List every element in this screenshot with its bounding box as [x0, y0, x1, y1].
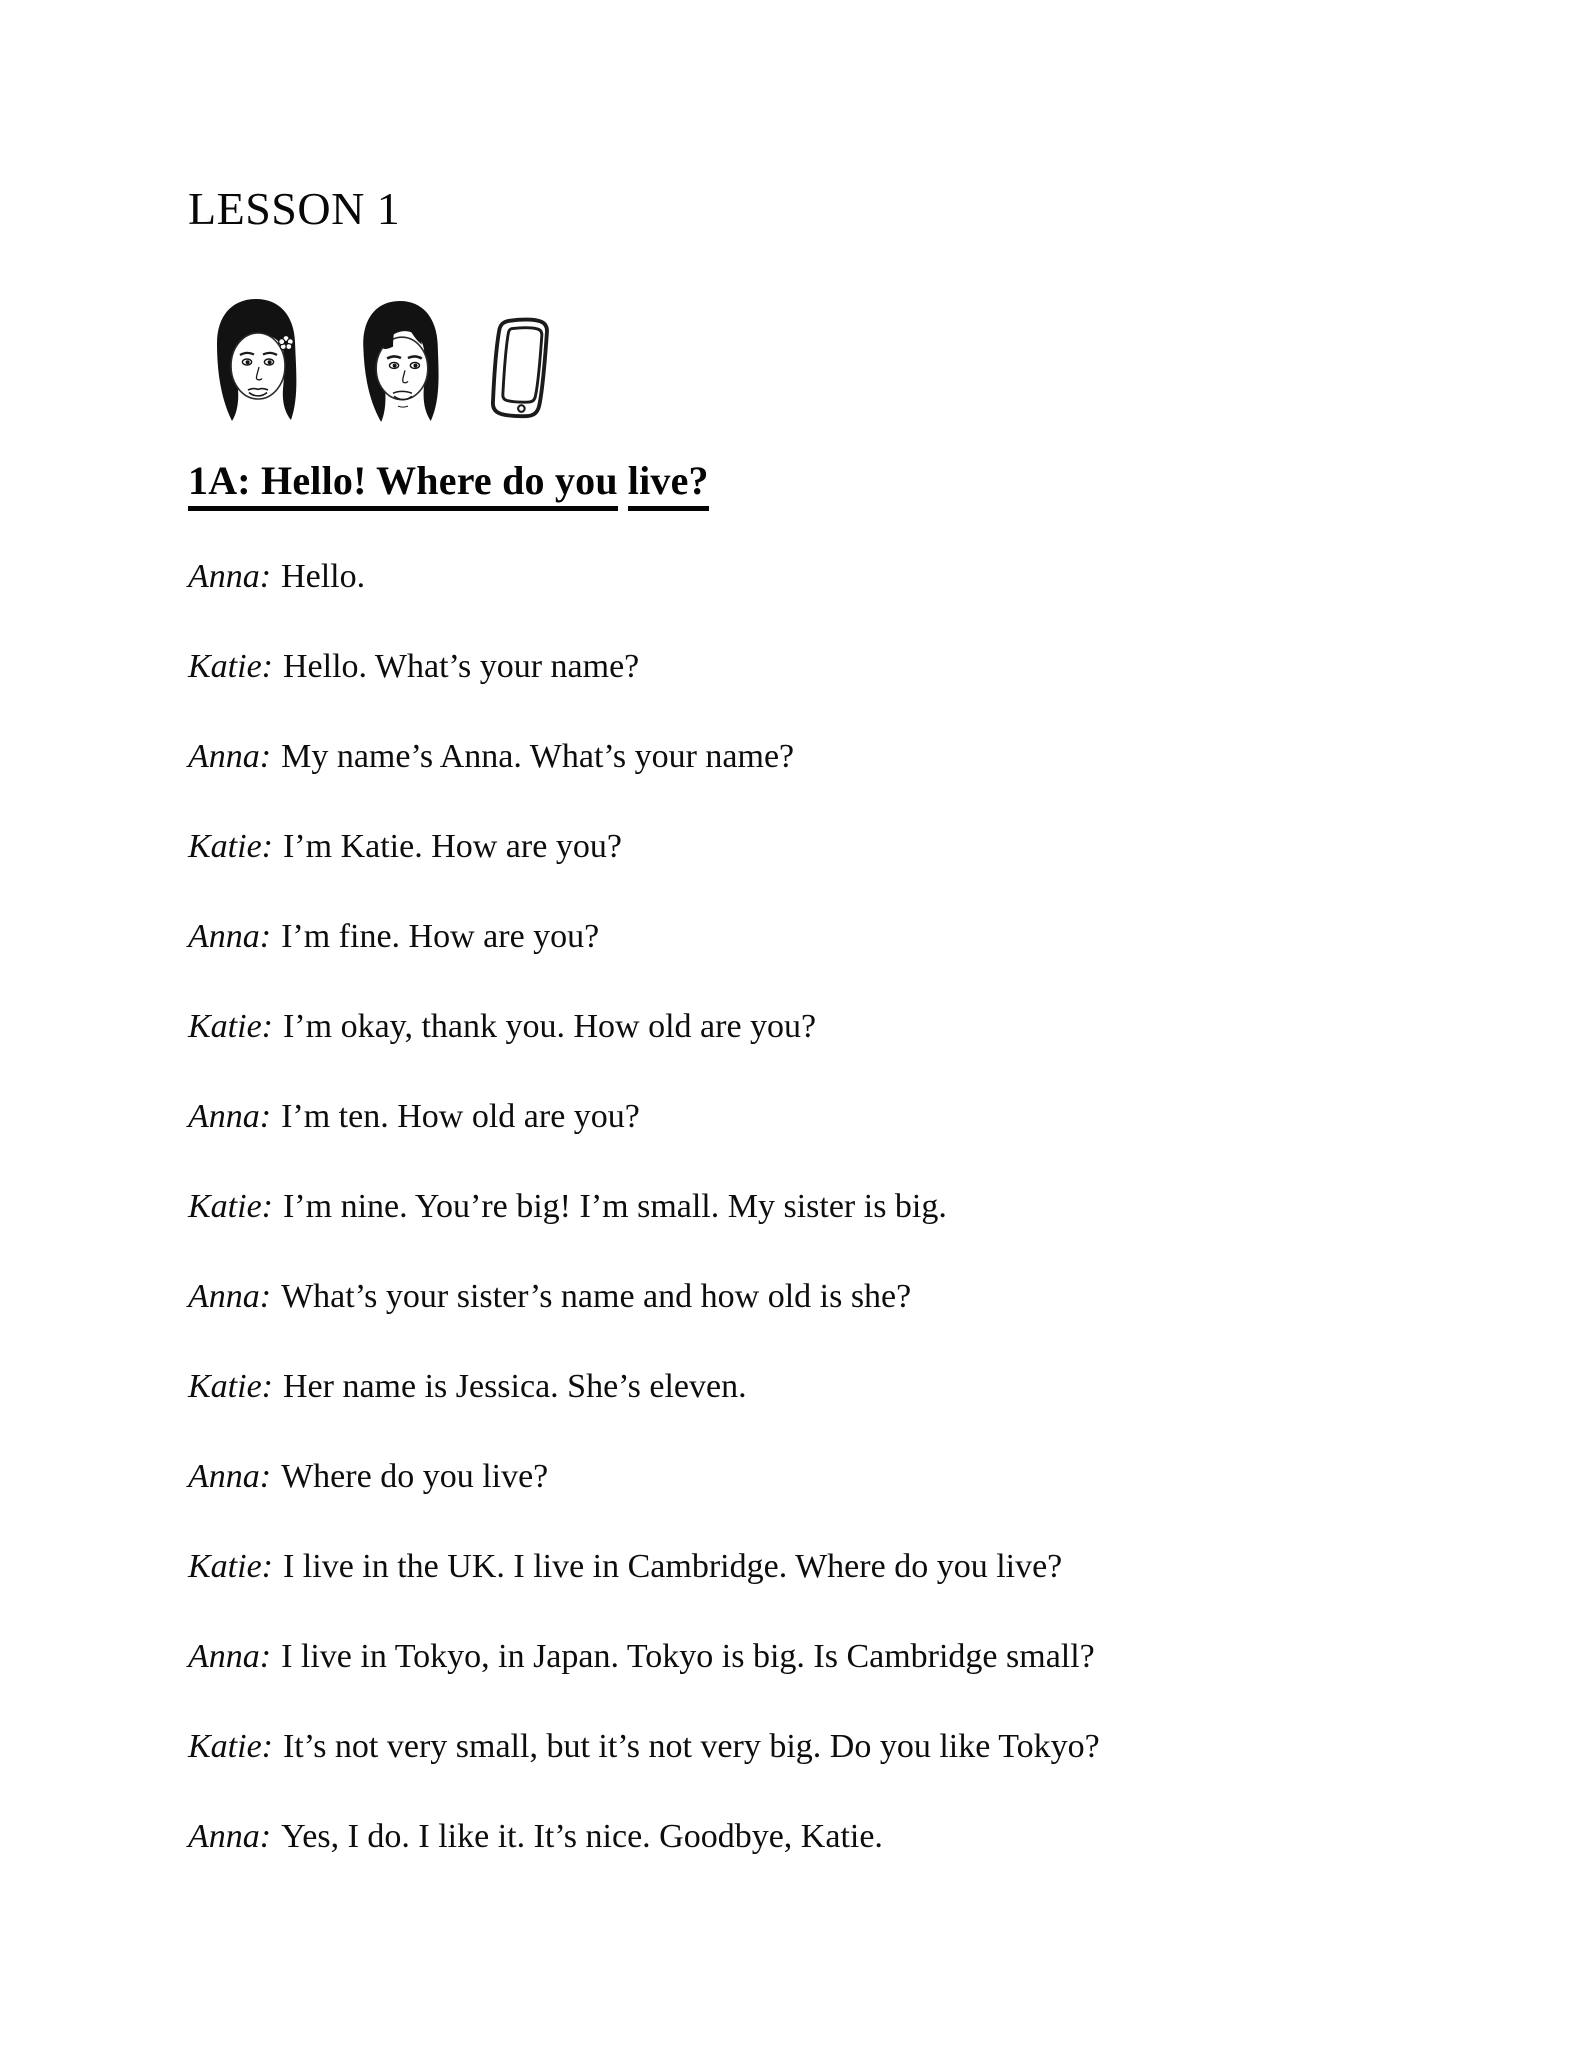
illustrations-row: [188, 296, 1462, 424]
utterance-text: I’m Katie. How are you?: [282, 828, 622, 865]
girl-with-hairclip-illustration: [206, 296, 306, 424]
dialogue-line: [188, 645, 1462, 689]
utterance-text: I’m fine. How are you?: [281, 918, 600, 955]
speaker-label: Katie:: [188, 1368, 273, 1405]
dialogue-line: [188, 1275, 1462, 1319]
speaker-label: Anna:: [188, 738, 272, 775]
section-heading: [188, 460, 1462, 502]
dialogue-line: [188, 1455, 1462, 1499]
utterance-text: I’m ten. How old are you?: [281, 1098, 640, 1135]
utterance-text: I’m nine. You’re big! I’m small. My sister is big.: [282, 1188, 947, 1225]
dialogue-line: [188, 1365, 1462, 1409]
utterance-text: Hello.: [281, 558, 366, 595]
speaker-label: Anna:: [188, 1638, 272, 1675]
utterance-text: Her name is Jessica. She’s eleven.: [282, 1368, 747, 1405]
dialogue-line: [188, 1005, 1462, 1049]
dialogue-line: [188, 1815, 1462, 1859]
utterance-text: I live in the UK. I live in Cambridge. Where do you live?: [282, 1548, 1063, 1585]
speaker-label: Anna:: [188, 918, 272, 955]
phone-illustration: [486, 316, 550, 422]
lesson-title: LESSON 1: [188, 183, 401, 234]
dialogue-line: [188, 1185, 1462, 1229]
dialogue-line: [188, 915, 1462, 959]
dialogue-line: [188, 1635, 1462, 1679]
speaker-label: Katie:: [188, 1728, 273, 1765]
speaker-label: Anna:: [188, 558, 272, 595]
utterance-text: Hello. What’s your name?: [282, 648, 640, 685]
speaker-label: Anna:: [188, 1098, 272, 1135]
girl-long-hair-illustration: [352, 297, 448, 424]
speaker-label: Katie:: [188, 1188, 273, 1225]
speaker-label: Katie:: [188, 648, 273, 685]
speaker-label: Anna:: [188, 1818, 272, 1855]
dialogue-line: [188, 825, 1462, 869]
section-heading-main: 1A: Hello! Where do you: [188, 458, 618, 511]
utterance-text: Yes, I do. I like it. It’s nice. Goodbye, Katie.: [281, 1818, 883, 1855]
utterance-text: Where do you live?: [281, 1458, 549, 1495]
utterance-text: What’s your sister’s name and how old is she?: [281, 1278, 912, 1315]
phone-home-button: [518, 405, 525, 412]
utterance-text: My name’s Anna. What’s your name?: [281, 738, 795, 775]
dialogue-line: [188, 1545, 1462, 1589]
dialogue-line: [188, 1095, 1462, 1139]
speaker-label: Anna:: [188, 1278, 272, 1315]
speaker-label: Anna:: [188, 1458, 272, 1495]
speaker-label: Katie:: [188, 1548, 273, 1585]
utterance-text: It’s not very small, but it’s not very big. Do you like Tokyo?: [282, 1728, 1100, 1765]
dialogue-line: [188, 555, 1462, 599]
dialogue-line: [188, 735, 1462, 779]
dialogue-transcript: [188, 555, 1462, 1859]
speaker-label: Katie:: [188, 1008, 273, 1045]
utterance-text: I live in Tokyo, in Japan. Tokyo is big. Is Cambridge small?: [281, 1638, 1095, 1675]
section-heading-tail: live?: [628, 458, 709, 511]
speaker-label: Katie:: [188, 828, 273, 865]
utterance-text: I’m okay, thank you. How old are you?: [282, 1008, 817, 1045]
dialogue-line: [188, 1725, 1462, 1769]
